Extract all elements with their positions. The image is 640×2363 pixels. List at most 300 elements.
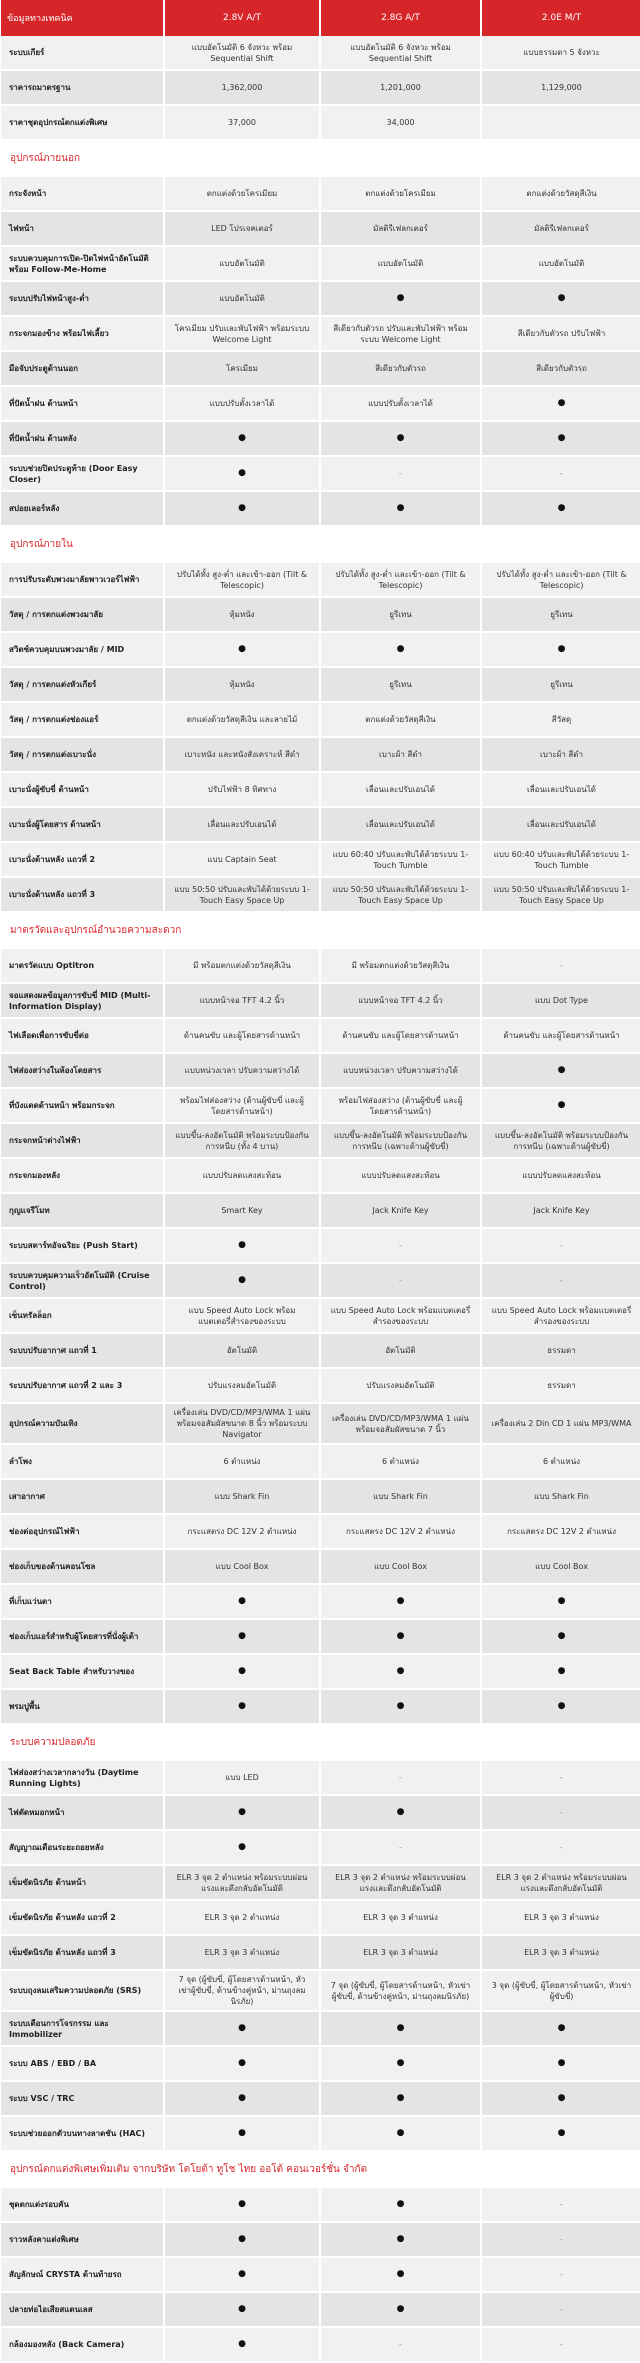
spec-row [1,1088,640,1123]
spec-row [1,1333,640,1368]
spec-value: แบบหน้าจอ TFT 4.2 นิ้ว [164,983,320,1018]
spec-value: กระแสตรง DC 12V 2 ตำแหน่ง [164,1514,320,1549]
spec-value: ปรับแรงลมอัตโนมัติ [164,1368,320,1403]
check-dot-icon: ● [320,2046,481,2081]
check-dot-icon: ● [320,2257,481,2292]
spec-value: แบบ 50:50 ปรับและพับได้ด้วยระบบ 1-Touch Easy Space Up [164,877,320,912]
check-dot-icon: ● [164,2327,320,2362]
spec-label: ช่องต่ออุปกรณ์ไฟฟ้า [1,1514,164,1549]
spec-row [1,667,640,702]
check-dot-icon: ● [164,1689,320,1724]
spec-label: มือจับประตูด้านนอก [1,351,164,386]
spec-row [1,1053,640,1088]
spec-label: วัสดุ / การตกแต่งช่องแอร์ [1,702,164,737]
check-dot-icon: ● [320,2081,481,2116]
spec-value: แบบ Cool Box [481,1549,640,1584]
spec-value: ปรับได้ทั้ง สูง-ต่ำ และเข้า-ออก (Tilt & Telescopic) [164,562,320,597]
spec-value: อัตโนมัติ [320,1333,481,1368]
check-dot-icon: ● [164,2257,320,2292]
spec-label: วัสดุ / การตกแต่งเบาะนั่ง [1,737,164,772]
spec-label: เบาะนั่งผู้ขับขี่ ด้านหน้า [1,772,164,807]
header-variant-1: 2.8V A/T [164,0,320,36]
check-dot-icon: ● [164,1584,320,1619]
check-dot-icon: ● [481,1654,640,1689]
spec-row [1,386,640,421]
spec-value: 3 จุด (ผู้ขับขี่, ผู้โดยสารด้านหน้า, หัวเข่าผู้ขับขี่) [481,1970,640,2011]
spec-value: ELR 3 จุด 2 ตำแหน่ง พร้อมระบบผ่อนแรงและดึงกลับอัตโนมัติ [320,1865,481,1900]
spec-value: ยูรีเทน [481,667,640,702]
spec-value: แบบอัตโนมัติ [164,246,320,281]
spec-row [1,807,640,842]
spec-value: แบบปรับตั้งเวลาได้ [320,386,481,421]
spec-label: สปอยเลอร์หลัง [1,491,164,526]
not-available-dash: - [481,2327,640,2362]
spec-value: มี พร้อมตกแต่งด้วยวัสดุสีเงิน [320,948,481,983]
not-available-dash: - [320,2327,481,2362]
check-dot-icon: ● [164,2116,320,2151]
spec-row [1,1935,640,1970]
spec-label: กล้องมองหลัง (Back Camera) [1,2327,164,2362]
spec-row [1,246,640,281]
spec-value: 6 ตำแหน่ง [481,1444,640,1479]
spec-value: หุ้มหนัง [164,597,320,632]
spec-value: มัลติรีเฟลกเตอร์ [320,211,481,246]
spec-value: แบบ Cool Box [320,1549,481,1584]
spec-label: กระจังหน้า [1,176,164,211]
header-row [1,0,640,36]
check-dot-icon: ● [320,2222,481,2257]
section-title: มาตรวัดและอุปกรณ์อำนวยความสะดวก [1,912,640,948]
not-available-dash: - [481,2187,640,2222]
spec-label: ที่ปัดน้ำฝน ด้านหลัง [1,421,164,456]
check-dot-icon: ● [320,491,481,526]
spec-value: แบบ 50:50 ปรับและพับได้ด้วยระบบ 1-Touch Easy Space Up [320,877,481,912]
spec-label: ช่องเก็บของด้านคอนโซล [1,1549,164,1584]
spec-value: พร้อมไฟส่องสว่าง (ด้านผู้ขับขี่ และผู้โดยสารด้านหน้า) [320,1088,481,1123]
spec-value: แบบปรับตั้งเวลาได้ [164,386,320,421]
spec-value: ELR 3 จุด 2 ตำแหน่ง [164,1900,320,1935]
spec-label: ไฟส่องสว่างในห้องโดยสาร [1,1053,164,1088]
spec-value: เลื่อนและปรับเอนได้ [320,772,481,807]
spec-value: แบบหน้าจอ TFT 4.2 นิ้ว [320,983,481,1018]
spec-label: กระจกมองหลัง [1,1158,164,1193]
spec-row [1,948,640,983]
spec-row [1,632,640,667]
check-dot-icon: ● [481,632,640,667]
check-dot-icon: ● [164,2011,320,2046]
spec-label: เข็มขัดนิรภัย ด้านหลัง แถวที่ 2 [1,1900,164,1935]
check-dot-icon: ● [481,281,640,316]
spec-value: ตกแต่งด้วยวัสดุสีเงิน [320,702,481,737]
spec-label: กระจกหน้าต่างไฟฟ้า [1,1123,164,1158]
spec-value: 1,201,000 [320,70,481,105]
spec-label: เบาะนั่งด้านหลัง แถวที่ 2 [1,842,164,877]
spec-label: ระบบ ABS / EBD / BA [1,2046,164,2081]
check-dot-icon: ● [320,281,481,316]
check-dot-icon: ● [481,1088,640,1123]
spec-row [1,877,640,912]
spec-row [1,1830,640,1865]
spec-label: ไฟตัดหมอกหน้า [1,1795,164,1830]
spec-label: ระบบเตือนการโจรกรรม และ Immobilizer [1,2011,164,2046]
spec-value: ELR 3 จุด 2 ตำแหน่ง พร้อมระบบผ่อนแรงและดึงกลับอัตโนมัติ [481,1865,640,1900]
spec-row [1,351,640,386]
spec-value: Jack Knife Key [481,1193,640,1228]
spec-label: ระบบควบคุมการเปิด-ปิดไฟหน้าอัตโนมัติ พร้อม Follow-Me-Home [1,246,164,281]
spec-value: แบบหน่วงเวลา ปรับความสว่างได้ [164,1053,320,1088]
spec-row [1,1514,640,1549]
spec-value: สีเดียวกับตัวรถ ปรับไฟฟ้า [481,316,640,351]
check-dot-icon: ● [320,632,481,667]
spec-row [1,562,640,597]
spec-value: โครเมียม ปรับและพับไฟฟ้า พร้อมระบบ Welcome Light [164,316,320,351]
spec-row [1,1368,640,1403]
check-dot-icon: ● [164,1619,320,1654]
spec-row [1,1654,640,1689]
check-dot-icon: ● [164,1228,320,1263]
check-dot-icon: ● [164,2187,320,2222]
spec-row [1,316,640,351]
not-available-dash: - [320,1760,481,1795]
check-dot-icon: ● [320,2011,481,2046]
spec-value: เครื่องเล่น DVD/CD/MP3/WMA 1 แผ่น พร้อมจอสัมผัสขนาด 7 นิ้ว [320,1403,481,1444]
spec-row [1,421,640,456]
spec-value: มัลติรีเฟลกเตอร์ [481,211,640,246]
spec-label: สัญญาณเตือนระยะถอยหลัง [1,1830,164,1865]
spec-value: ตกแต่งด้วยวัสดุสีเงิน และลายไม้ [164,702,320,737]
not-available-dash: - [481,1795,640,1830]
header-variant-2: 2.8G A/T [320,0,481,36]
spec-row [1,2081,640,2116]
spec-value: ยูรีเทน [320,597,481,632]
spec-value: ยูรีเทน [320,667,481,702]
spec-value: หุ้มหนัง [164,667,320,702]
spec-value: แบบ Shark Fin [320,1479,481,1514]
spec-value: 1,129,000 [481,70,640,105]
spec-label: พรมปูพื้น [1,1689,164,1724]
spec-label: ที่ปัดน้ำฝน ด้านหน้า [1,386,164,421]
spec-row [1,772,640,807]
spec-value: กระแสตรง DC 12V 2 ตำแหน่ง [320,1514,481,1549]
check-dot-icon: ● [481,1053,640,1088]
check-dot-icon: ● [164,632,320,667]
section-header [1,526,640,562]
not-available-dash: - [320,1228,481,1263]
spec-label: เข็มขัดนิรภัย ด้านหน้า [1,1865,164,1900]
check-dot-icon: ● [320,1689,481,1724]
spec-value: 7 จุด (ผู้ขับขี่, ผู้โดยสารด้านหน้า, หัวเข่าผู้ขับขี่, ด้านข้างคู่หน้า, ม่านถุงลมนิรภัย) [164,1970,320,2011]
check-dot-icon: ● [164,456,320,491]
spec-value: แบบ Speed Auto Lock พร้อมแบตเตอรี่สำรองของระบบ [320,1298,481,1333]
spec-value: แบบขึ้น-ลงอัตโนมัติ พร้อมระบบป้องกันการหนีบ (เฉพาะด้านผู้ขับขี่) [481,1123,640,1158]
spec-value: ตกแต่งด้วยวัสดุสีเงิน [481,176,640,211]
spec-value: 6 ตำแหน่ง [320,1444,481,1479]
spec-value: ELR 3 จุด 2 ตำแหน่ง พร้อมระบบผ่อนแรงและดึงกลับอัตโนมัติ [164,1865,320,1900]
spec-label: ระบบเกียร์ [1,36,164,70]
section-header [1,1724,640,1760]
not-available-dash: - [320,1830,481,1865]
spec-value: Jack Knife Key [320,1193,481,1228]
spec-label: อุปกรณ์ความบันเทิง [1,1403,164,1444]
check-dot-icon: ● [320,1619,481,1654]
spec-value: โครเมียม [164,351,320,386]
spec-row [1,281,640,316]
spec-label: กุญแจรีโมท [1,1193,164,1228]
spec-label: ระบบช่วยออกตัวบนทางลาดชัน (HAC) [1,2116,164,2151]
spec-row [1,211,640,246]
spec-value: สีเดียวกับตัวรถ ปรับและพับไฟฟ้า พร้อมระบบ Welcome Light [320,316,481,351]
spec-value: ปรับได้ทั้ง สูง-ต่ำ และเข้า-ออก (Tilt & Telescopic) [320,562,481,597]
check-dot-icon: ● [164,1263,320,1298]
check-dot-icon: ● [320,1654,481,1689]
check-dot-icon: ● [320,1584,481,1619]
spec-value: ธรรมดา [481,1333,640,1368]
spec-value: แบบ Shark Fin [481,1479,640,1514]
spec-label: ปลายท่อไอเสียสแตนเลส [1,2292,164,2327]
check-dot-icon: ● [320,2116,481,2151]
spec-row [1,1760,640,1795]
spec-row [1,1193,640,1228]
spec-row [1,1263,640,1298]
spec-label: สวิตซ์ควบคุมบนพวงมาลัย / MID [1,632,164,667]
spec-row [1,983,640,1018]
spec-value: แบบ 60:40 ปรับและพับได้ด้วยระบบ 1-Touch Tumble [320,842,481,877]
spec-row [1,1970,640,2011]
spec-label: ระบบปรับไฟหน้าสูง-ต่ำ [1,281,164,316]
spec-label: ที่เก็บแว่นตา [1,1584,164,1619]
not-available-dash: - [320,456,481,491]
spec-label: ราคารถมาตรฐาน [1,70,164,105]
spec-row [1,1479,640,1514]
spec-label: เบาะนั่งด้านหลัง แถวที่ 3 [1,877,164,912]
check-dot-icon: ● [481,2046,640,2081]
spec-row [1,702,640,737]
check-dot-icon: ● [320,2292,481,2327]
check-dot-icon: ● [320,421,481,456]
not-available-dash: - [481,2222,640,2257]
spec-label: Seat Back Table สำหรับวางของ [1,1654,164,1689]
spec-value: ปรับแรงลมอัตโนมัติ [320,1368,481,1403]
spec-value: Smart Key [164,1193,320,1228]
spec-row [1,1403,640,1444]
check-dot-icon: ● [481,421,640,456]
spec-value: LED โปรเจคเตอร์ [164,211,320,246]
spec-row [1,1549,640,1584]
spec-value: ตกแต่งด้วยโครเมียม [164,176,320,211]
check-dot-icon: ● [481,1689,640,1724]
spec-value: แบบ Cool Box [164,1549,320,1584]
spec-value: อัตโนมัติ [164,1333,320,1368]
check-dot-icon: ● [164,2222,320,2257]
spec-value: 1,362,000 [164,70,320,105]
spec-label: กระจกมองข้าง พร้อมไฟเลี้ยว [1,316,164,351]
section-header [1,912,640,948]
spec-value: ตกแต่งด้วยโครเมียม [320,176,481,211]
spec-value: มี พร้อมตกแต่งด้วยวัสดุสีเงิน [164,948,320,983]
spec-row [1,1900,640,1935]
spec-label: ระบบปรับอากาศ แถวที่ 2 และ 3 [1,1368,164,1403]
check-dot-icon: ● [481,491,640,526]
spec-label: ระบบสตาร์ทอัจฉริยะ (Push Start) [1,1228,164,1263]
spec-value: เครื่องเล่น 2 Din CD 1 แผ่น MP3/WMA [481,1403,640,1444]
spec-value: เลื่อนและปรับเอนได้ [481,807,640,842]
spec-label: ไฟหน้า [1,211,164,246]
spec-value: เลื่อนและปรับเอนได้ [164,807,320,842]
spec-value: ปรับได้ทั้ง สูง-ต่ำ และเข้า-ออก (Tilt & Telescopic) [481,562,640,597]
spec-value [481,105,640,140]
spec-row [1,1158,640,1193]
spec-label: เซ็นทรัลล็อก [1,1298,164,1333]
spec-value: สีวัสดุ [481,702,640,737]
spec-value: ธรรมดา [481,1368,640,1403]
check-dot-icon: ● [481,1584,640,1619]
not-available-dash: - [481,1263,640,1298]
spec-label: มาตรวัดแบบ Optitron [1,948,164,983]
spec-row [1,1228,640,1263]
not-available-dash: - [481,2292,640,2327]
section-title: อุปกรณ์ภายนอก [1,140,640,176]
spec-value: แบบ 60:40 ปรับและพับได้ด้วยระบบ 1-Touch Tumble [481,842,640,877]
spec-value: เบาะผ้า สีดำ [320,737,481,772]
header-variant-3: 2.0E M/T [481,0,640,36]
spec-value: 34,000 [320,105,481,140]
spec-row [1,1018,640,1053]
spec-value: สีเดียวกับตัวรถ [481,351,640,386]
spec-row [1,737,640,772]
spec-row [1,1444,640,1479]
spec-value: กระแสตรง DC 12V 2 ตำแหน่ง [481,1514,640,1549]
check-dot-icon: ● [481,2011,640,2046]
spec-row [1,2046,640,2081]
spec-row [1,1619,640,1654]
spec-value: ด้านคนขับ และผู้โดยสารด้านหน้า [320,1018,481,1053]
spec-label: เสาอากาศ [1,1479,164,1514]
spec-value: แบบ Dot Type [481,983,640,1018]
check-dot-icon: ● [481,2116,640,2151]
spec-value: 37,000 [164,105,320,140]
spec-row [1,1865,640,1900]
spec-row [1,1584,640,1619]
not-available-dash: - [481,1830,640,1865]
spec-value: แบบอัตโนมัติ [320,246,481,281]
spec-label: ระบบควบคุมความเร็วอัตโนมัติ (Cruise Control) [1,1263,164,1298]
spec-value: ELR 3 จุด 3 ตำแหน่ง [320,1900,481,1935]
spec-row [1,70,640,105]
section-title: อุปกรณ์ภายใน [1,526,640,562]
spec-label: ที่บังแดดด้านหน้า พร้อมกระจก [1,1088,164,1123]
spec-label: สัญลักษณ์ CRYSTA ด้านท้ายรถ [1,2257,164,2292]
spec-row [1,2222,640,2257]
spec-row [1,2327,640,2362]
not-available-dash: - [481,456,640,491]
check-dot-icon: ● [164,1830,320,1865]
check-dot-icon: ● [164,2046,320,2081]
spec-value: แบบอัตโนมัติ 6 จังหวะ พร้อม Sequential Shift [164,36,320,70]
spec-value: ด้านคนขับ และผู้โดยสารด้านหน้า [481,1018,640,1053]
spec-row [1,1123,640,1158]
not-available-dash: - [481,1228,640,1263]
spec-row [1,2116,640,2151]
section-title: ระบบความปลอดภัย [1,1724,640,1760]
spec-value: ยูรีเทน [481,597,640,632]
spec-value: แบบ Captain Seat [164,842,320,877]
spec-value: แบบขึ้น-ลงอัตโนมัติ พร้อมระบบป้องกันการหนีบ (ทั้ง 4 บาน) [164,1123,320,1158]
spec-value: 6 ตำแหน่ง [164,1444,320,1479]
spec-label: ช่องเก็บแอร์สำหรับผู้โดยสารที่นั่งผู้เต้า [1,1619,164,1654]
spec-value: แบบ Speed Auto Lock พร้อมแบตเตอรี่สำรองของระบบ [481,1298,640,1333]
spec-row [1,597,640,632]
spec-label: การปรับระดับพวงมาลัยพาวเวอร์ไฟฟ้า [1,562,164,597]
spec-label: ไฟส่องสว่างเวลากลางวัน (Daytime Running Lights) [1,1760,164,1795]
check-dot-icon: ● [320,2187,481,2222]
spec-label: ระบบถุงลมเสริมความปลอดภัย (SRS) [1,1970,164,2011]
check-dot-icon: ● [481,1619,640,1654]
spec-value: แบบอัตโนมัติ 6 จังหวะ พร้อม Sequential Shift [320,36,481,70]
spec-label: ชุดตกแต่งรอบคัน [1,2187,164,2222]
spec-value: สีเดียวกับตัวรถ [320,351,481,386]
spec-label: จอแสดงผลข้อมูลการขับขี่ MID (Multi-Information Display) [1,983,164,1018]
spec-value: ด้านคนขับ และผู้โดยสารด้านหน้า [164,1018,320,1053]
spec-value: เบาะหนัง และหนังสังเคราะห์ สีดำ [164,737,320,772]
spec-label: เข็มขัดนิรภัย ด้านหลัง แถวที่ 3 [1,1935,164,1970]
spec-body [1,36,640,2362]
spec-label: วัสดุ / การตกแต่งหัวเกียร์ [1,667,164,702]
spec-value: ปรับไฟฟ้า 8 ทิศทาง [164,772,320,807]
spec-row [1,842,640,877]
spec-row [1,176,640,211]
spec-value: แบบหน่วงเวลา ปรับความสว่างได้ [320,1053,481,1088]
check-dot-icon: ● [320,1795,481,1830]
not-available-dash: - [481,1760,640,1795]
spec-row [1,2257,640,2292]
spec-label: ระบบปรับอากาศ แถวที่ 1 [1,1333,164,1368]
check-dot-icon: ● [164,491,320,526]
spec-value: พร้อมไฟส่องสว่าง (ด้านผู้ขับขี่ และผู้โดยสารด้านหน้า) [164,1088,320,1123]
spec-value: เลื่อนและปรับเอนได้ [320,807,481,842]
spec-label: ราคาชุดอุปกรณ์ตกแต่งพิเศษ [1,105,164,140]
section-header [1,140,640,176]
spec-value: แบบขึ้น-ลงอัตโนมัติ พร้อมระบบป้องกันการหนีบ (เฉพาะด้านผู้ขับขี่) [320,1123,481,1158]
spec-label: เบาะนั่งผู้โดยสาร ด้านหน้า [1,807,164,842]
section-title: อุปกรณ์ตกแต่งพิเศษเพิ่มเติม จากบริษัท โตโยต้า ทูโช ไทย ออโต้ คอนเวอร์ชั่น จำกัด [1,2151,640,2187]
spec-value: เบาะผ้า สีดำ [481,737,640,772]
not-available-dash: - [481,2257,640,2292]
spec-value: แบบ LED [164,1760,320,1795]
check-dot-icon: ● [164,1795,320,1830]
spec-row [1,1795,640,1830]
spec-value: ELR 3 จุด 3 ตำแหน่ง [481,1935,640,1970]
spec-value: แบบปรับลดแสงสะท้อน [164,1158,320,1193]
spec-row [1,105,640,140]
spec-label: วัสดุ / การตกแต่งพวงมาลัย [1,597,164,632]
check-dot-icon: ● [164,1654,320,1689]
check-dot-icon: ● [164,421,320,456]
spec-row [1,36,640,70]
header-label: ข้อมูลทางเทคนิค [1,0,164,36]
spec-label: ลำโพง [1,1444,164,1479]
spec-value: เลื่อนและปรับเอนได้ [481,772,640,807]
spec-row [1,456,640,491]
spec-value: แบบอัตโนมัติ [164,281,320,316]
check-dot-icon: ● [481,386,640,421]
spec-value: แบบอัตโนมัติ [481,246,640,281]
spec-value: เครื่องเล่น DVD/CD/MP3/WMA 1 แผ่น พร้อมจอสัมผัสขนาด 8 นิ้ว พร้อมระบบ Navigator [164,1403,320,1444]
spec-row [1,2292,640,2327]
spec-value: แบบปรับลดแสงสะท้อน [481,1158,640,1193]
spec-value: ELR 3 จุด 3 ตำแหน่ง [164,1935,320,1970]
spec-value: แบบธรรมดา 5 จังหวะ [481,36,640,70]
not-available-dash: - [481,948,640,983]
